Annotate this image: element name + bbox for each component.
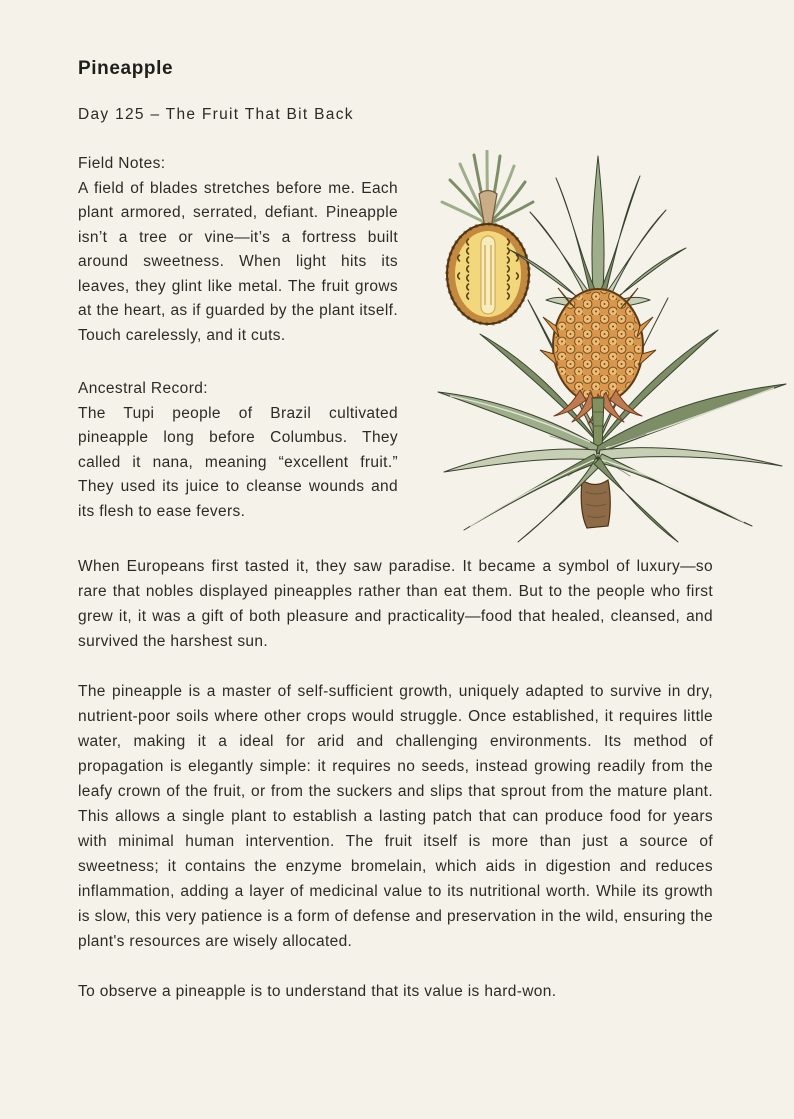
notes-column — [78, 152, 398, 524]
ancestral-record-body: The Tupi people of Brazil cultivated pineapple long before Columbus. They called it nana, meaning “excellent fruit.” They used its juice to cleanse wounds and its flesh to ease fevers. — [78, 404, 398, 520]
field-notes-body: A field of blades stretches before me. Each plant armored, serrated, defiant. Pineapple isn’t a tree or vine—it’s a fortress built around sweetness. When light hits its leaves, they glint like metal. The fruit grows at the heart, as if guarded by the plant itself. Touch carelessly, and it cuts. — [78, 179, 398, 344]
fruit-stem — [592, 398, 604, 450]
fruit-crown — [510, 156, 686, 308]
pineapple-fruit — [540, 288, 656, 403]
entry-subtitle: Day 125 – The Fruit That Bit Back — [78, 106, 354, 123]
field-notes-block — [78, 152, 398, 348]
paragraph-europeans: When Europeans first tasted it, they saw paradise. It became a symbol of luxury—so rare that nobles displayed pineapples rather than eat them. But to the people who first grew it, it was a gift of both pleasure and practicality—food that healed, cleansed, and survived the harshest sun. — [78, 558, 713, 650]
paragraph-growth: The pineapple is a master of self-sufficient growth, uniquely adapted to survive in dry, nutrient-poor soils where other crops would struggle. Once established, it requires little water, making it a ideal for arid and challenging environments. Its method of propagation is elegantly simple: it requires no seeds, instead growing readily from the leafy crown of the fruit, or from the suckers and slips that sprout from the mature plant. This allows a single plant to establish a lasting patch that can produce food for years with minimal human intervention. The fruit itself is more than just a source of sweetness; it contains the enzyme bromelain, which aids in digestion and reduces inflammation, adding a layer of medicinal value to its nutritional worth. While its growth is slow, this very patience is a form of defense and preservation in the wild, ensuring the plant's resources are wisely allocated. — [78, 683, 713, 950]
pineapple-botanical-illustration — [430, 150, 794, 550]
closing-line: To observe a pineapple is to understand that its value is hard-won. — [78, 983, 557, 1000]
pineapple-cross-section — [442, 150, 533, 324]
article-body — [78, 554, 713, 1004]
page-title: Pineapple — [78, 58, 174, 79]
ancestral-record-heading: Ancestral Record: — [78, 380, 208, 397]
ancestral-record-block — [78, 377, 398, 524]
field-notes-heading: Field Notes: — [78, 155, 166, 172]
